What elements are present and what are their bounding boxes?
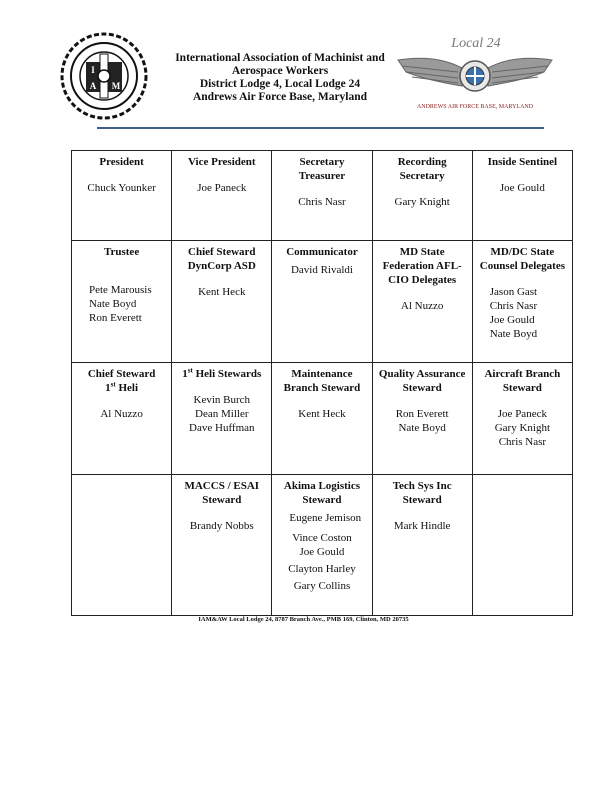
officer-cell	[372, 363, 472, 475]
header-divider	[97, 127, 544, 129]
officer-name: Ron Everett	[89, 312, 142, 324]
officer-title	[75, 367, 168, 395]
officer-name: Ron Everett	[395, 408, 449, 420]
local-24-caption: ANDREWS AIR FORCE BASE, MARYLAND	[416, 104, 534, 110]
officer-cell	[372, 241, 472, 363]
title-part: Heli	[118, 382, 139, 394]
officer-cell	[272, 241, 372, 363]
local-24-title: Local 24	[451, 36, 501, 51]
officer-cell	[72, 241, 172, 363]
officer-title: MD/DC State Counsel Delegates	[479, 246, 565, 272]
title-sup: st	[187, 366, 193, 375]
officer-name: Jason Gast	[489, 286, 538, 298]
title-part: Chief Steward	[87, 368, 156, 380]
officer-name: Kent Heck	[198, 286, 246, 298]
officer-name: Dave Huffman	[189, 422, 255, 434]
officer-title: MD State Federation AFL-CIO Delegates	[382, 246, 462, 286]
seal-letter-m: M	[111, 81, 121, 91]
officer-name: Chuck Younker	[87, 182, 156, 194]
officer-title: Aircraft Branch Steward	[484, 368, 561, 394]
officer-name: Nate Boyd	[398, 422, 446, 434]
table-row	[72, 241, 573, 363]
officer-title: Communicator	[286, 246, 358, 258]
officer-title: Maintenance Branch Steward	[283, 368, 361, 394]
header-line-3: District Lodge 4, Local Lodge 24	[199, 78, 361, 90]
title-sup: st	[110, 380, 116, 389]
title-part: 1	[105, 382, 111, 394]
letterhead-title	[170, 52, 390, 104]
officer-name: Kevin Burch	[193, 394, 251, 406]
officer-name: Kent Heck	[298, 408, 346, 420]
officer-name: Clayton Harley	[288, 563, 356, 575]
officer-name: Nate Boyd	[489, 328, 538, 340]
seal-letter-a: A	[89, 81, 97, 91]
officer-cell	[472, 151, 572, 241]
officer-cell	[272, 363, 372, 475]
officer-title: Secretary Treasurer	[298, 156, 346, 182]
officer-cell	[472, 241, 572, 363]
officer-title: Trustee	[103, 246, 140, 258]
local-24-wings-logo	[396, 34, 554, 114]
officer-name: Joe Paneck	[497, 408, 547, 420]
officer-name: Pete Marousis	[89, 284, 152, 296]
officer-name: Vince Coston	[292, 532, 352, 544]
officer-title: President	[99, 156, 144, 168]
officer-cell	[372, 151, 472, 241]
officer-cell	[472, 363, 572, 475]
officer-name: Al Nuzzo	[100, 408, 143, 420]
officer-name: David Rivaldi	[290, 264, 353, 276]
officer-cell	[272, 475, 372, 616]
officer-name: Nate Boyd	[89, 298, 137, 310]
officer-title	[175, 367, 268, 381]
officer-cell	[172, 151, 272, 241]
officer-title: Recording Secretary	[397, 156, 447, 182]
table-row	[72, 151, 573, 241]
officer-name: Gary Collins	[293, 580, 351, 592]
table-row	[72, 475, 573, 616]
table-row	[72, 363, 573, 475]
footer-address: IAM&AW Local Lodge 24, 8787 Branch Ave., PMB 169, Clinton, MD 20735	[198, 616, 409, 623]
officer-title: Vice President	[188, 156, 256, 168]
officer-name: Mark Hindle	[393, 520, 451, 532]
officer-name: Chris Nasr	[489, 300, 538, 312]
officer-cell	[272, 151, 372, 241]
title-part: 1	[182, 368, 188, 380]
officer-cell	[172, 241, 272, 363]
officer-name: Gary Knight	[494, 422, 551, 434]
officer-name: Dean Miller	[195, 408, 249, 420]
seal-letter-i: I	[91, 65, 95, 75]
officer-title: Akima Logistics Steward	[283, 480, 361, 506]
officer-name: Joe Paneck	[197, 182, 247, 194]
officer-title: MACCS / ESAI Steward	[184, 480, 260, 506]
officer-cell	[372, 475, 472, 616]
officer-name: Brandy Nobbs	[189, 520, 254, 532]
officers-table	[71, 150, 573, 616]
header-line-2: Aerospace Workers	[231, 65, 329, 77]
officer-name: Joe Gould	[299, 546, 345, 558]
officer-name: Joe Gould	[499, 182, 545, 194]
officer-cell	[172, 363, 272, 475]
officer-cell-empty	[72, 475, 172, 616]
iam-seal-logo	[60, 32, 148, 120]
officer-cell	[72, 363, 172, 475]
officer-name: Chris Nasr	[498, 436, 547, 448]
officer-title: Chief Steward DynCorp ASD	[187, 246, 256, 272]
officer-cell	[172, 475, 272, 616]
officer-cell	[72, 151, 172, 241]
officer-title: Quality Assurance Steward	[378, 368, 466, 394]
officer-name: Al Nuzzo	[400, 300, 444, 312]
officer-name: Eugene Jemison	[289, 512, 362, 524]
officer-name: Joe Gould	[489, 314, 535, 326]
officer-cell-empty	[472, 475, 572, 616]
officer-title: Tech Sys Inc Steward	[392, 480, 452, 506]
header-line-1: International Association of Machinist and	[175, 52, 385, 64]
officer-title: Inside Sentinel	[487, 156, 558, 168]
officer-name: Gary Knight	[394, 196, 450, 208]
officer-name: Chris Nasr	[298, 196, 346, 208]
title-part: Heli Stewards	[195, 368, 262, 380]
header-line-4: Andrews Air Force Base, Maryland	[192, 91, 368, 103]
